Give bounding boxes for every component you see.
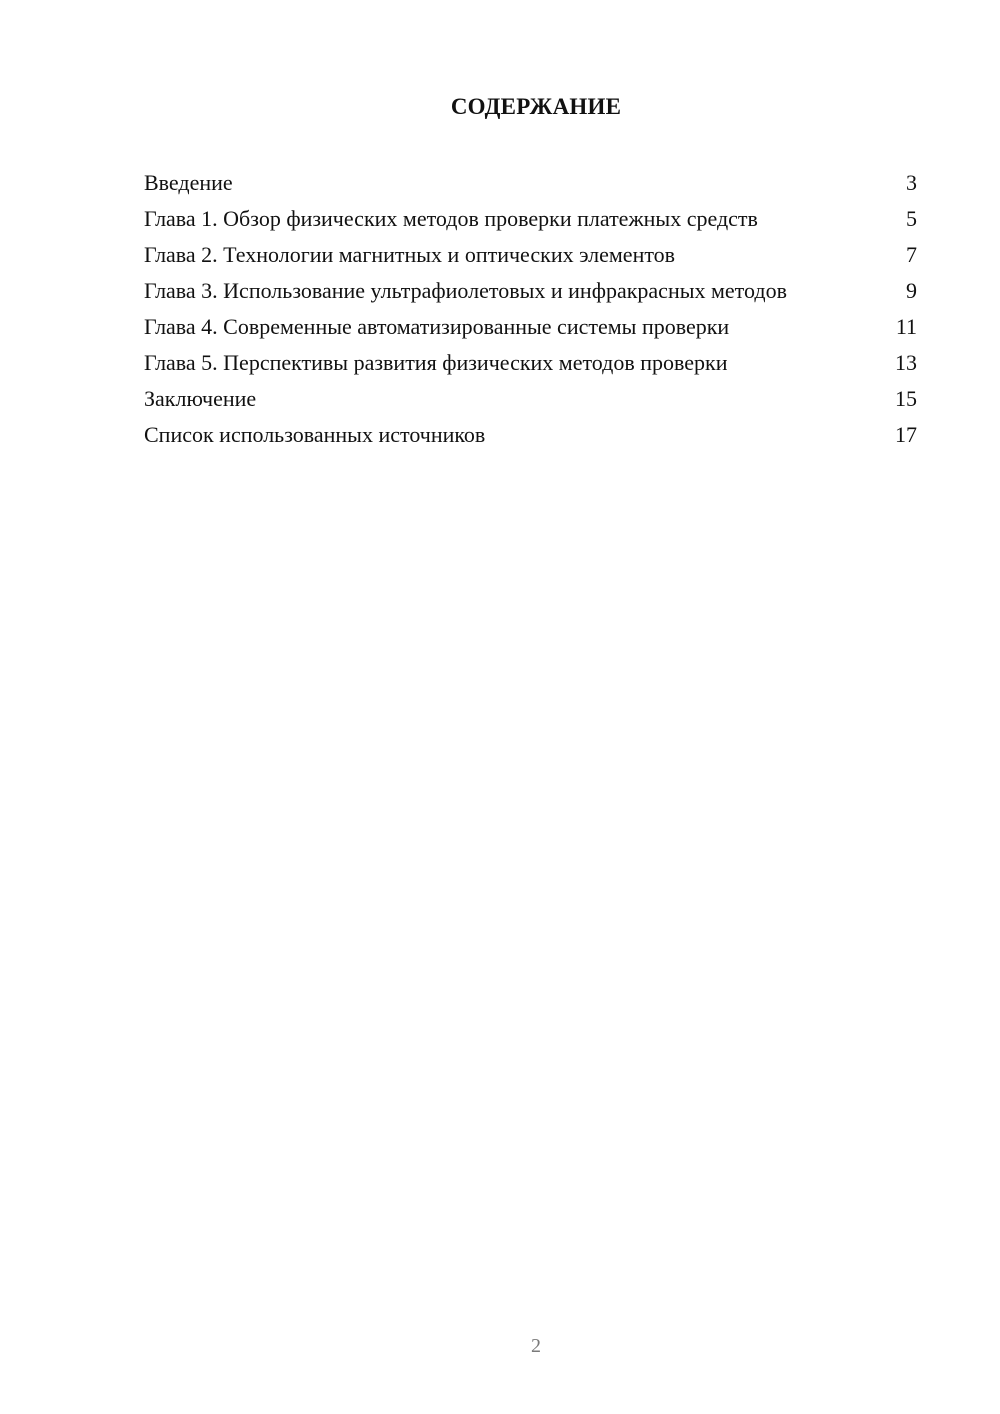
table-of-contents <box>144 170 920 458</box>
toc-entry-chapter-5[interactable] <box>144 350 920 376</box>
toc-entry-conclusion[interactable] <box>144 386 920 412</box>
toc-entry-page: 3 <box>906 170 917 195</box>
toc-entry-page: 15 <box>895 386 917 411</box>
toc-entry-page: 9 <box>906 278 917 303</box>
toc-entry-label: Введение <box>144 170 233 195</box>
toc-entry-page: 7 <box>906 242 917 267</box>
toc-entry-chapter-1[interactable] <box>144 206 920 232</box>
toc-entry-page: 5 <box>906 206 917 231</box>
toc-entry-page: 17 <box>895 422 917 447</box>
toc-entry-label: Глава 3. Использование ультрафиолетовых и инфракрасных методов <box>144 278 787 303</box>
toc-entry-label: Глава 4. Современные автоматизированные системы проверки <box>144 314 730 339</box>
toc-entry-label: Глава 2. Технологии магнитных и оптических элементов <box>144 242 676 267</box>
toc-entry-label: Список использованных источников <box>144 422 486 447</box>
toc-entry-page: 11 <box>895 314 917 339</box>
toc-entry-chapter-4[interactable] <box>144 314 920 340</box>
toc-entry-introduction[interactable] <box>144 170 920 196</box>
toc-entry-references[interactable] <box>144 422 920 448</box>
toc-entry-chapter-3[interactable] <box>144 278 920 304</box>
toc-entry-page: 13 <box>895 350 917 375</box>
page-title: СОДЕРЖАНИЕ <box>450 94 622 119</box>
toc-entry-label: Глава 5. Перспективы развития физических методов проверки <box>144 350 728 375</box>
toc-entry-label: Заключение <box>144 386 257 411</box>
toc-entry-label: Глава 1. Обзор физических методов проверки платежных средств <box>144 206 758 231</box>
page-number: 2 <box>531 1335 541 1357</box>
toc-entry-chapter-2[interactable] <box>144 242 920 268</box>
